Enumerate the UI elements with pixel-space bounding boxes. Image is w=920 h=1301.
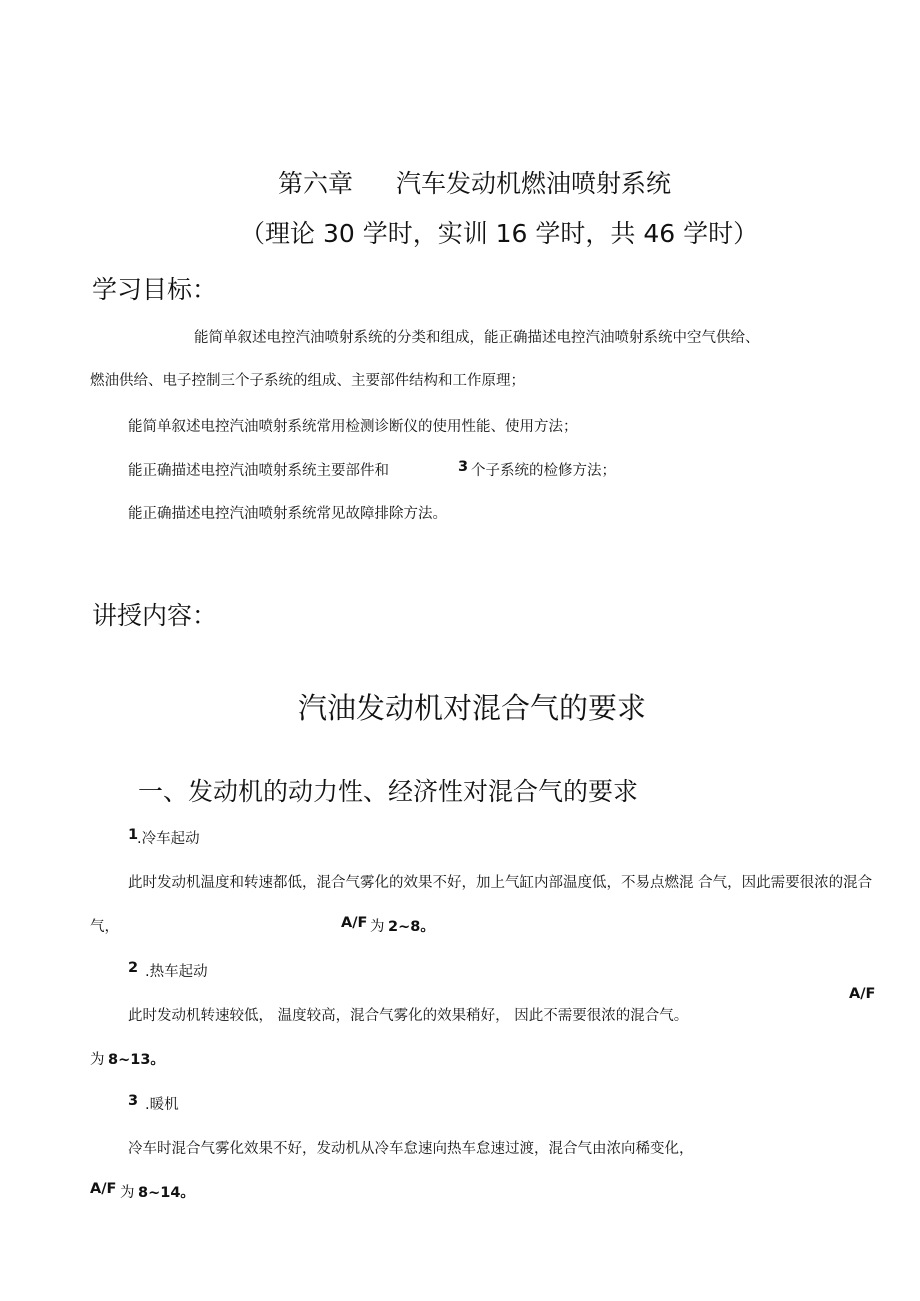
objectives-heading: 学习目标：	[92, 275, 218, 304]
objective-2: 能简单叙述电控汽油喷射系统常用检测诊断仪的使用性能、使用方法；	[128, 419, 578, 435]
chapter-title: 汽车发动机燃油喷射系统	[396, 169, 672, 198]
item-2-text: 此时发动机转速较低， 温度较高，混合气雾化的效果稍好， 因此不需要很浓的混合气。	[128, 1008, 689, 1024]
hours-line: （理论 30 学时，实训 16 学时，共 46 学时）	[240, 219, 759, 248]
item-3-text: 冷车时混合气雾化效果不好，发动机从冷车怠速向热车怠速过渡，混合气由浓向稀变化，	[128, 1141, 694, 1157]
item-3-af-label: A/F	[90, 1181, 117, 1197]
section-1-title: 一、发动机的动力性、经济性对混合气的要求	[138, 777, 639, 806]
item-3-af-mid: 为	[120, 1185, 135, 1201]
item-2-af-label: A/F	[849, 986, 876, 1002]
item-3-number: 3	[128, 1093, 139, 1109]
item-2-af-value: 8~13。	[108, 1052, 165, 1068]
item-1-af-label: A/F	[341, 915, 368, 931]
objective-3-part-1: 能正确描述电控汽油喷射系统主要部件和	[128, 463, 389, 479]
item-2-number: 2	[128, 960, 139, 976]
objective-3-number: 3	[458, 459, 469, 475]
objective-1-line-2: 燃油供给、电子控制三个子系统的组成、主要部件结构和工作原理；	[90, 373, 525, 389]
objective-4: 能正确描述电控汽油喷射系统常见故障排除方法。	[128, 506, 447, 522]
item-3-label: .暖机	[145, 1097, 179, 1113]
content-title: 汽油发动机对混合气的要求	[298, 691, 647, 725]
item-2-af-mid: 为	[90, 1052, 105, 1068]
content-heading: 讲授内容：	[92, 601, 218, 630]
item-1-text-cont: 气，	[90, 919, 119, 935]
item-1-af-value: 2~8。	[388, 919, 435, 935]
objective-3-part-2: 个子系统的检修方法；	[471, 463, 616, 479]
item-3-af-value: 8~14。	[138, 1185, 195, 1201]
objective-1-line-1: 能简单叙述电控汽油喷射系统的分类和组成，能正确描述电控汽油喷射系统中空气供给、	[194, 330, 760, 346]
item-1-label: .冷车起动	[137, 831, 200, 847]
item-1-number: 1	[128, 827, 139, 843]
item-1-text: 此时发动机温度和转速都低，混合气雾化的效果不好，加上气缸内部温度低，不易点燃混 合气，因此需要很浓的混合	[128, 875, 873, 891]
item-2-label: .热车起动	[145, 964, 208, 980]
item-1-af-mid: 为	[370, 919, 385, 935]
chapter-number: 第六章	[278, 169, 354, 198]
